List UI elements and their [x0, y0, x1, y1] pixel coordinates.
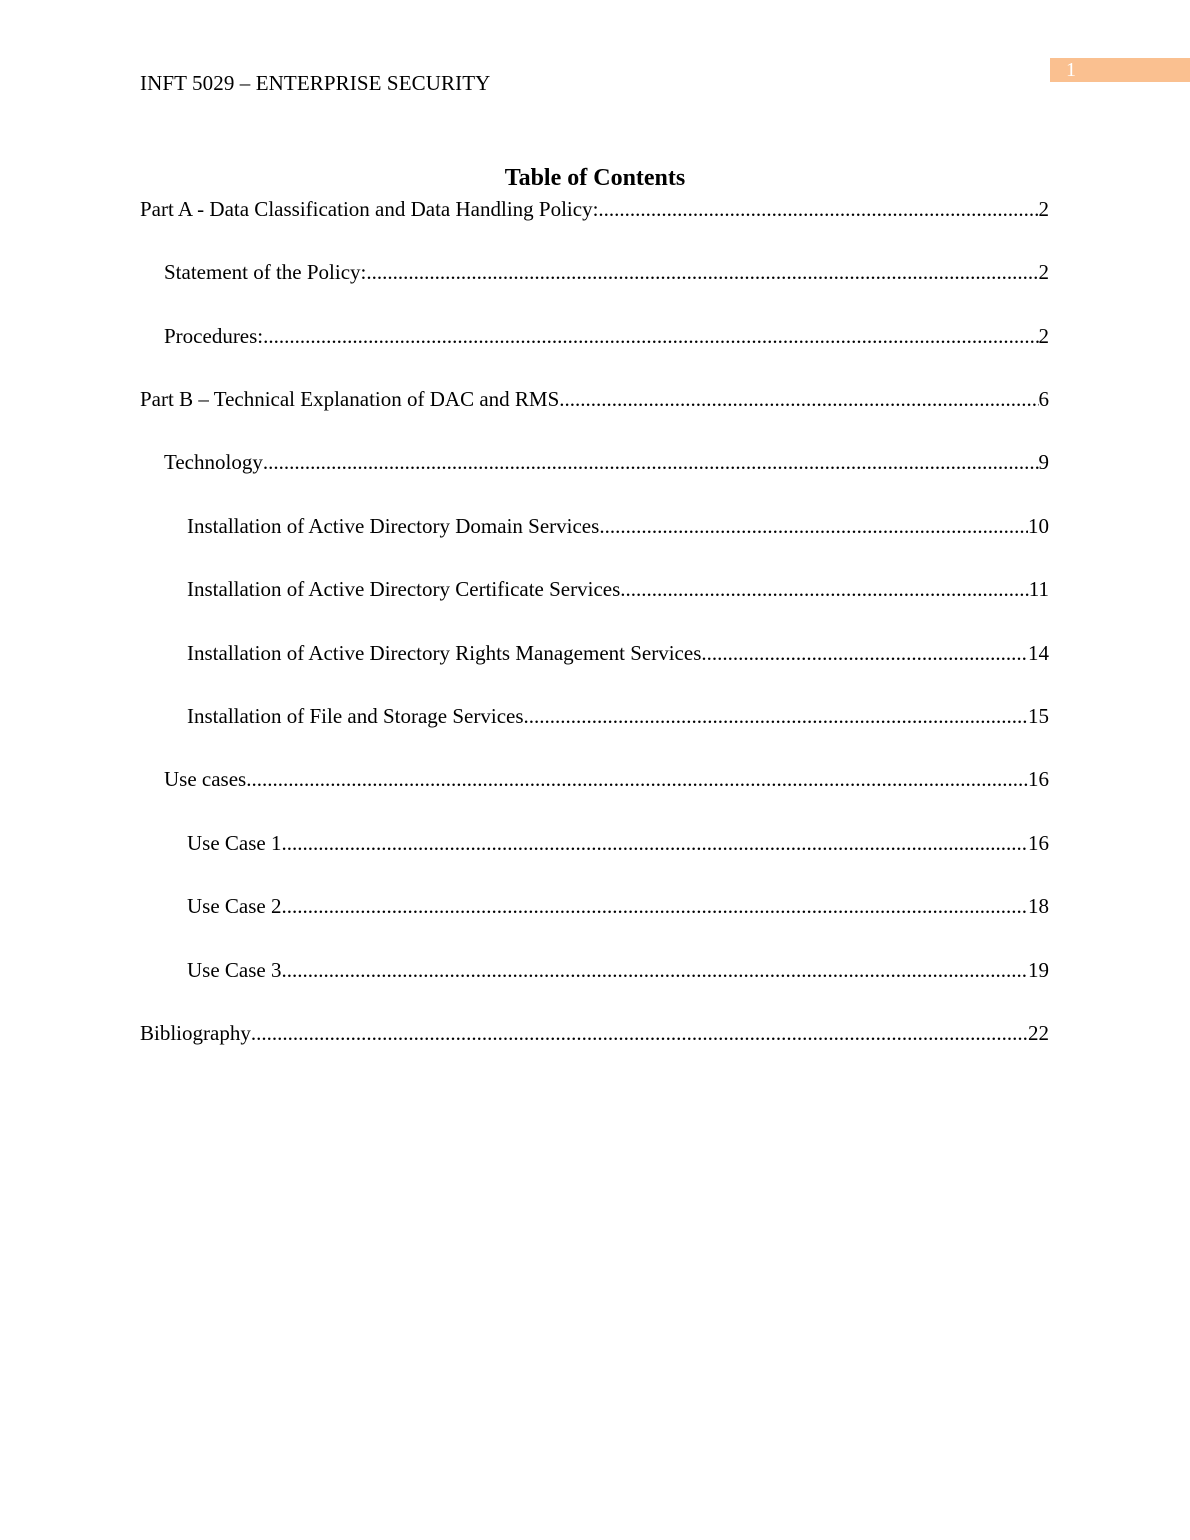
toc-entry-page: 15: [1028, 704, 1049, 728]
toc-entry-page: 2: [1038, 324, 1049, 348]
toc-entry-part-a[interactable]: [140, 197, 1049, 221]
toc-entry-use-cases[interactable]: [164, 767, 1049, 791]
toc-entry-ad-domain-services[interactable]: [187, 514, 1049, 538]
toc-entry-procedures[interactable]: [164, 324, 1049, 348]
toc-entry-page: 14: [1028, 641, 1049, 665]
toc-entry-label: Technology: [164, 450, 263, 474]
toc-entry-technology[interactable]: [164, 450, 1049, 474]
toc-entry-label: Bibliography: [140, 1021, 251, 1045]
toc-entry-page: 6: [1038, 387, 1049, 411]
toc-entry-page: 2: [1038, 197, 1049, 221]
toc-entry-label: Statement of the Policy:: [164, 260, 367, 284]
toc-entry-use-case-2[interactable]: [187, 894, 1049, 918]
toc-entry-label: Procedures:: [164, 324, 264, 348]
dot-leader: [281, 958, 1028, 982]
toc-entry-page: 10: [1028, 514, 1049, 538]
toc-entry-label: Use Case 2: [187, 894, 282, 918]
toc-entry-ad-rights-management-services[interactable]: [187, 641, 1049, 665]
dot-leader: [251, 1021, 1028, 1045]
toc-entry-label: Use cases: [164, 767, 247, 791]
page-number-badge: [1050, 58, 1190, 82]
toc-entry-ad-certificate-services[interactable]: [187, 577, 1049, 601]
toc-entry-use-case-3[interactable]: [187, 958, 1049, 982]
toc-entry-label: Part B – Technical Explanation of DAC and RMS: [140, 387, 560, 411]
toc-entry-bibliography[interactable]: [140, 1021, 1049, 1045]
dot-leader: [263, 324, 1038, 348]
toc-entry-use-case-1[interactable]: [187, 831, 1049, 855]
toc-entry-part-b[interactable]: [140, 387, 1049, 411]
toc-entry-label: Part A - Data Classification and Data Handling Policy:: [140, 197, 599, 221]
toc-entry-statement-of-policy[interactable]: [164, 260, 1049, 284]
toc-entry-page: 11: [1028, 577, 1049, 601]
toc-entry-label: Installation of Active Directory Rights Management Services: [187, 641, 702, 665]
toc-entry-page: 18: [1028, 894, 1049, 918]
toc-entry-file-storage-services[interactable]: [187, 704, 1049, 728]
dot-leader: [599, 514, 1028, 538]
dot-leader: [701, 641, 1028, 665]
dot-leader: [246, 767, 1028, 791]
toc-entry-page: 9: [1038, 450, 1049, 474]
toc-title: Table of Contents: [504, 165, 686, 191]
toc-entry-label: Use Case 3: [187, 958, 282, 982]
dot-leader: [263, 450, 1039, 474]
toc-entry-label: Installation of Active Directory Domain Services: [187, 514, 600, 538]
running-head: INFT 5029 – ENTERPRISE SECURITY: [140, 71, 491, 95]
toc-entry-page: 2: [1038, 260, 1049, 284]
toc-entry-label: Use Case 1: [187, 831, 282, 855]
dot-leader: [559, 387, 1038, 411]
toc-entry-page: 19: [1028, 958, 1049, 982]
page-number: 1: [1066, 59, 1076, 81]
toc-entry-label: Installation of File and Storage Services: [187, 704, 524, 728]
dot-leader: [598, 197, 1038, 221]
dot-leader: [524, 704, 1028, 728]
dot-leader: [366, 260, 1038, 284]
toc-entry-page: 16: [1028, 831, 1049, 855]
toc-entry-label: Installation of Active Directory Certificate Services: [187, 577, 621, 601]
dot-leader: [281, 831, 1028, 855]
dot-leader: [281, 894, 1028, 918]
toc-entry-page: 16: [1028, 767, 1049, 791]
dot-leader: [620, 577, 1029, 601]
toc-entry-page: 22: [1028, 1021, 1049, 1045]
